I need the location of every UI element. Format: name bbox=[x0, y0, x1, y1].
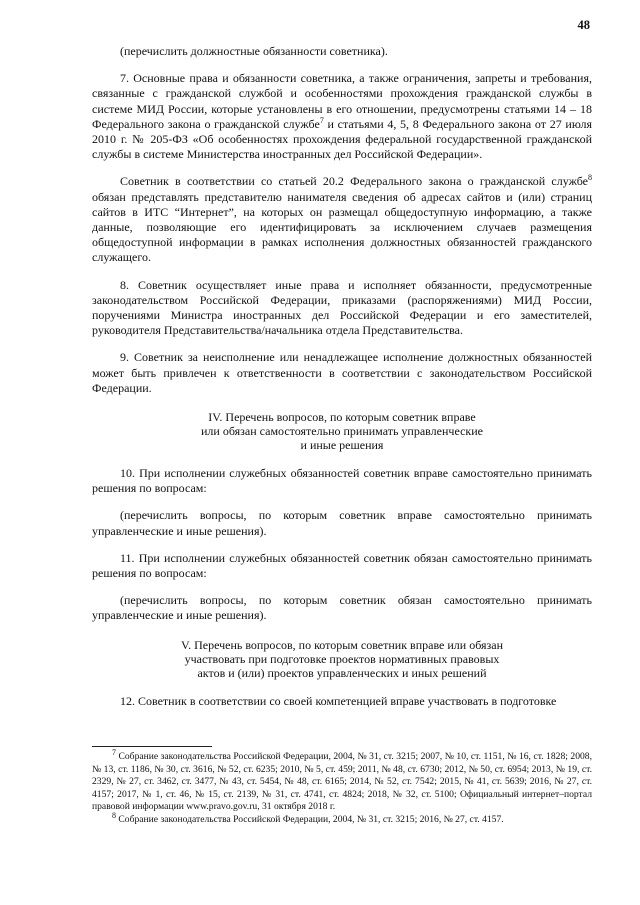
paragraph-duties-note: (перечислить должностные обязанности советника). bbox=[120, 44, 388, 58]
page-number: 48 bbox=[577, 18, 590, 32]
section-heading-v-line: актов и (или) проектов управленческих и иных решений bbox=[197, 665, 487, 680]
footnote-ref-7: 7 bbox=[319, 115, 324, 125]
footnote-ref-8: 8 bbox=[588, 173, 592, 183]
section-heading-v bbox=[92, 638, 592, 680]
document-body bbox=[92, 44, 592, 721]
footnote-8 bbox=[92, 810, 592, 827]
section-heading-v-line: участвовать при подготовке проектов нормативных правовых bbox=[184, 651, 500, 666]
paragraph-12: 12. Советник в соответствии со своей компетенцией вправе участвовать в подготовке bbox=[120, 693, 557, 708]
paragraph-9: 9. Советник за неисполнение или ненадлежащее исполнение должностных обязанностей может быть привлечен к ответственности в соответствии с законодательством Российской Федерации. bbox=[92, 350, 592, 395]
section-heading-iv-line: IV. Перечень вопросов, по которым советник вправе bbox=[208, 410, 476, 425]
paragraph-11-note: (перечислить вопросы, по которым советник обязан самостоятельно принимать управленческие и иные решения). bbox=[92, 593, 592, 623]
footnote-8-number: 8 bbox=[112, 810, 116, 820]
paragraph-sovetnik-text-b: обязан представлять представителю нанимателя сведения об адресах сайтов и (или) страниц сайтов в ИТС “Интернет”, на которых он размещал общедоступную информацию, а также данные, позволяющие его идентифицировать за исключением случаев размещения общедоступной информации в рамках исполнения должностных обязанностей гражданского служащего. bbox=[92, 189, 592, 265]
section-heading-v-line: V. Перечень вопросов, по которым советник вправе или обязан bbox=[180, 637, 504, 652]
section-heading-iv-line: или обязан самостоятельно принимать управленческие bbox=[201, 424, 483, 439]
footnote-divider bbox=[92, 746, 212, 747]
section-heading-iv bbox=[92, 410, 592, 452]
footnote-7 bbox=[92, 747, 592, 814]
paragraph-10-note: (перечислить вопросы, по которым советник вправе самостоятельно принимать управленческие и иные решения). bbox=[92, 508, 592, 538]
paragraph-10: 10. При исполнении служебных обязанностей советник вправе самостоятельно принимать решения по вопросам: bbox=[92, 466, 592, 496]
footnotes bbox=[92, 747, 592, 827]
footnote-7-text: Собрание законодательства Российской Федерации, 2004, № 31, ст. 3215; 2007, № 10, ст. 1151, № 16, ст. 1828; 2008, № 13, ст. 1186, № 30, ст. 3616, № 52, ст. 6235; 2010, № 5, ст. 459; 2011, № 48, ст. 6730; 2012, № 50, ст. 6954; 2013, № 19, ст. 2329, № 27, ст. 3462, ст. 3477, № 43, ст. 5454, № 48, ст. 6165; 2014, № 52, ст. 7542; 2015, № 41, ст. 5639; 2016, № 27, ст. 4157; 2017, № 1, ст. 46, № 15, ст. 2139, № 31, ст. 4741, ст. 4824; 2018, № 32, ст. 5100; Официальный интернет–портал правовой информации www.pravo.gov.ru, 31 октября 2018 г. bbox=[92, 751, 592, 813]
paragraph-11: 11. При исполнении служебных обязанностей советник обязан самостоятельно принимать решения по вопросам: bbox=[92, 550, 592, 581]
paragraph-sovetnik-internet bbox=[92, 174, 592, 265]
paragraph-7-text-b: и статьями 4, 5, 8 Федерального закона от 27 июля 2010 г. № 205-ФЗ «Об особенностях прохождения федеральной государственной гражданской службы в системе Министерства иностранных дел Российской Федерации». bbox=[92, 116, 593, 162]
paragraph-sovetnik-text-a: Советник в соответствии со статьей 20.2 Федерального закона о гражданской службе bbox=[120, 174, 588, 189]
paragraph-8: 8. Советник осуществляет иные права и исполняет обязанности, предусмотренные законодательством Российской Федерации, приказами (распоряжениями) МИД России, поручениями Министра иностранных дел Российской Федерации и его заместителей, руководителя Представительства/начальника отдела Представительства. bbox=[92, 277, 592, 338]
footnote-8-text: Собрание законодательства Российской Федерации, 2004, № 31, ст. 3215; 2016, № 27, ст. 4157. bbox=[116, 813, 504, 825]
section-heading-iv-line: и иные решения bbox=[300, 438, 384, 453]
footnote-7-number: 7 bbox=[112, 747, 116, 757]
paragraph-7-text-a: 7. Основные права и обязанности советника, а также ограничения, запреты и требования, связанные с гражданской службой и особенностями прохождения гражданской службы в системе МИД России, которые установлены в его отношении, предусмотрены статьями 14 – 18 Федерального закона о гражданской службе bbox=[92, 71, 592, 131]
paragraph-7 bbox=[92, 71, 592, 162]
